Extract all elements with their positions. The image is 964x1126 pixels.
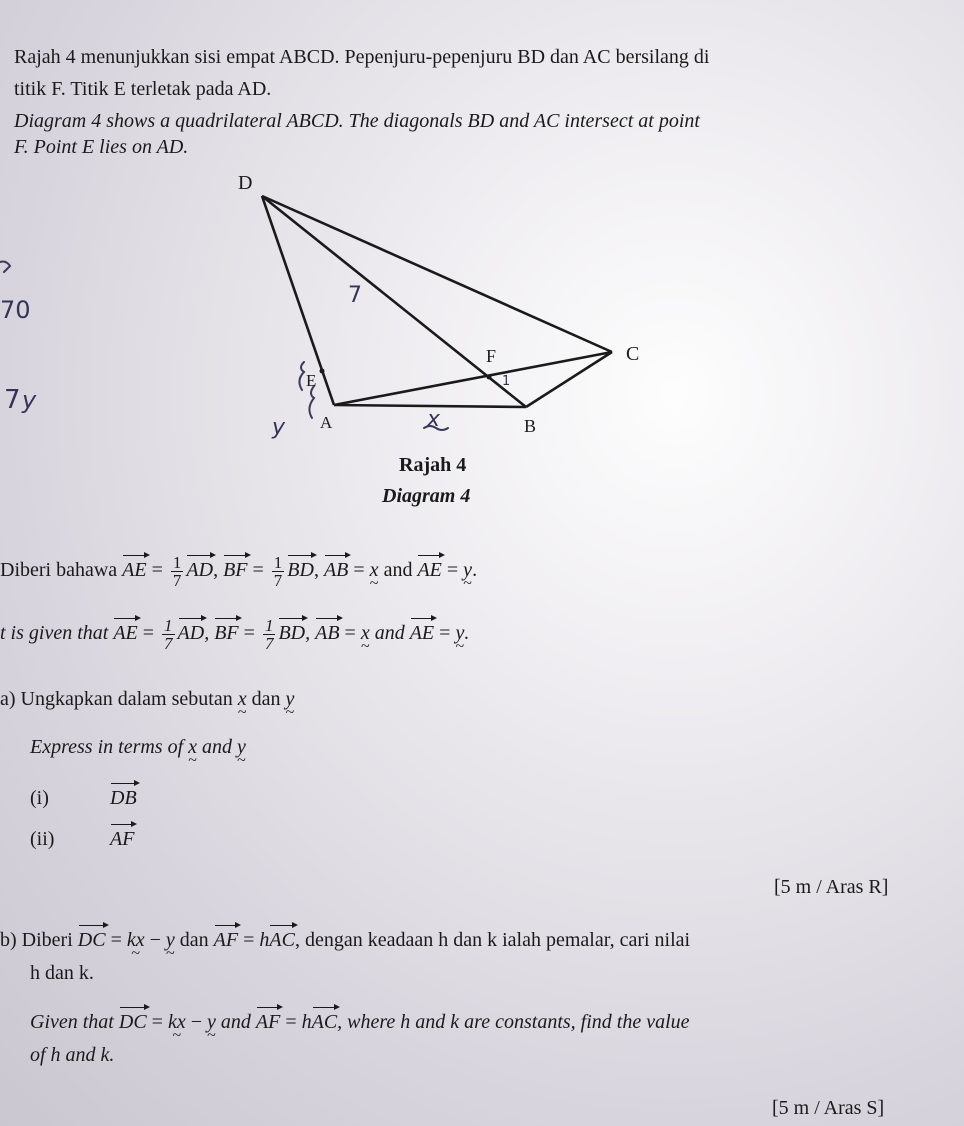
label-F: F [486, 346, 497, 366]
fraction-den: 7 [264, 634, 274, 653]
vector-DC: DC [77, 929, 106, 951]
dan-word: dan [251, 688, 281, 710]
vector-AC: AC [269, 929, 295, 951]
constant-h: h [259, 929, 270, 951]
constant-h: h [301, 1011, 312, 1033]
part-b-en-start: Given that [30, 1011, 114, 1033]
part-a-ms [0, 688, 294, 710]
and-word: and [374, 622, 405, 645]
period: . [464, 622, 470, 645]
vector-AE: AE [417, 559, 442, 582]
minus-sign: − [190, 1011, 202, 1033]
vector-y: y ~ [166, 929, 175, 951]
side-DC [262, 196, 612, 352]
fraction-one-seventh [272, 554, 285, 589]
vector-y: y ~ [285, 688, 294, 710]
fraction-num: 1 [264, 616, 274, 635]
fraction-one-seventh [263, 617, 276, 652]
dan-word: dan [179, 929, 209, 951]
vector-AB: AB [315, 622, 340, 645]
equals-sign: = [151, 559, 163, 582]
part-b-marks: [5 m / Aras S] [772, 1097, 885, 1119]
vector-AC: AC [311, 1011, 338, 1033]
handwritten-7y: 7 [4, 385, 21, 415]
given-en-prefix: t is given that [0, 622, 109, 645]
fraction-num: 1 [172, 553, 182, 572]
equals-sign: = [353, 559, 365, 582]
caption-en: Diagram 4 [382, 485, 471, 507]
equals-sign: = [142, 622, 155, 645]
minus-sign: − [149, 929, 161, 951]
handwritten-7-diagonal: 7 [348, 283, 362, 308]
label-D: D [238, 172, 253, 194]
comma: , [204, 622, 210, 645]
handwritten-small-1: 1 [502, 374, 511, 389]
part-b-en: Given that DC = kx ~ − y ~ and AF = hAC, where h and k are constants, find the value [30, 1011, 690, 1033]
point-F [487, 375, 492, 380]
label-B: B [524, 416, 537, 436]
equals-sign: = [243, 622, 255, 645]
equals-sign: = [252, 559, 264, 582]
label-A: A [320, 413, 333, 432]
fraction-den: 7 [172, 571, 182, 590]
intro-line-1: Rajah 4 menunjukkan sisi empat ABCD. Pepenjuru-pepenjuru BD dan AC bersilang di [14, 46, 710, 68]
part-a-i-vector [110, 787, 137, 809]
part-b-ms-rest: , dengan keadaan h dan k ialah pemalar, cari nilai [294, 929, 691, 951]
part-a-ii-label: (ii) [30, 828, 55, 850]
comma: , [313, 559, 319, 582]
vector-y: y ~ [463, 559, 472, 581]
vector-AE: AE [122, 559, 147, 582]
fraction-den: 7 [273, 571, 283, 590]
period: . [472, 559, 478, 582]
intro-line-4: F. Point E lies on AD. [14, 136, 189, 158]
vector-AE: AE [409, 622, 435, 645]
vector-AD: AD [177, 622, 205, 645]
handwritten-brace-a [309, 386, 314, 418]
vector-AE: AE [113, 622, 138, 645]
side-DA [262, 196, 334, 405]
handwritten-y: y [22, 386, 37, 414]
part-a-en-text: Express in terms of [30, 736, 184, 758]
vector-y: y ~ [455, 622, 464, 644]
equals-sign: = [344, 622, 356, 645]
part-a-marks: [5 m / Aras R] [774, 876, 889, 898]
label-C: C [626, 343, 640, 365]
handwritten-70: 70 [0, 296, 31, 324]
intro-line-3: Diagram 4 shows a quadrilateral ABCD. The diagonals BD and AC intersect at point [14, 110, 700, 132]
handwritten-arrow-mark [0, 262, 10, 273]
part-b-ms-start: b) Diberi [0, 929, 73, 951]
fraction-one-seventh [162, 617, 175, 652]
part-a-i-label: (i) [30, 787, 49, 809]
point-E [320, 369, 325, 374]
equals-sign: = [446, 559, 459, 582]
vector-BF: BF [214, 622, 239, 645]
term-kx: kx ~ [168, 1011, 186, 1033]
vector-AF: AF [110, 828, 135, 850]
part-a-ii-vector [110, 828, 134, 850]
vector-y: y ~ [237, 736, 246, 758]
vector-x: x ~ [370, 559, 379, 581]
and-word: and [383, 559, 413, 582]
given-en [0, 617, 469, 652]
part-b-en-line2: of h and k. [30, 1044, 115, 1066]
vector-BF: BF [223, 559, 248, 582]
intro-line-2: titik F. Titik E terletak pada AD. [14, 78, 272, 100]
vector-BD: BD [287, 559, 314, 582]
handwritten-x: x [427, 407, 441, 432]
and-word: and [202, 736, 233, 758]
vector-AB: AB [323, 559, 349, 582]
given-ms-prefix: Diberi bahawa [0, 559, 118, 582]
and-word: and [220, 1011, 251, 1033]
vector-x: x ~ [361, 622, 370, 644]
quadrilateral-diagram [0, 0, 964, 520]
handwritten-y-brace: y [272, 415, 286, 440]
vector-AF: AF [255, 1011, 281, 1033]
vector-x: x ~ [238, 688, 247, 710]
comma: , [213, 559, 219, 582]
part-a-ms-text: a) Ungkapkan dalam sebutan [0, 688, 233, 710]
vector-DB: DB [110, 787, 137, 809]
comma: , [305, 622, 311, 645]
fraction-num: 1 [273, 553, 283, 572]
handwritten-brace-e [299, 362, 304, 390]
vector-AD: AD [186, 559, 214, 582]
label-E: E [306, 371, 317, 390]
vector-DC: DC [118, 1011, 147, 1033]
part-b-en-rest: , where h and k are constants, find the value [337, 1011, 690, 1033]
given-ms [0, 554, 477, 589]
fraction-den: 7 [164, 634, 173, 653]
vector-AF: AF [213, 929, 239, 951]
vector-x: x ~ [188, 736, 197, 758]
fraction-one-seventh [171, 554, 184, 589]
term-kx: kx ~ [127, 929, 145, 951]
part-b-ms: b) Diberi DC = kx ~ − y ~ dan AF = hAC, dengan keadaan h dan k ialah pemalar, cari nilai [0, 929, 690, 951]
equals-sign: = [439, 622, 451, 645]
part-a-en [30, 736, 246, 758]
part-b-ms-line2: h dan k. [30, 962, 94, 984]
vector-y: y ~ [207, 1011, 216, 1033]
fraction-num: 1 [164, 616, 173, 635]
vector-BD: BD [278, 622, 306, 645]
caption-ms: Rajah 4 [399, 454, 467, 476]
